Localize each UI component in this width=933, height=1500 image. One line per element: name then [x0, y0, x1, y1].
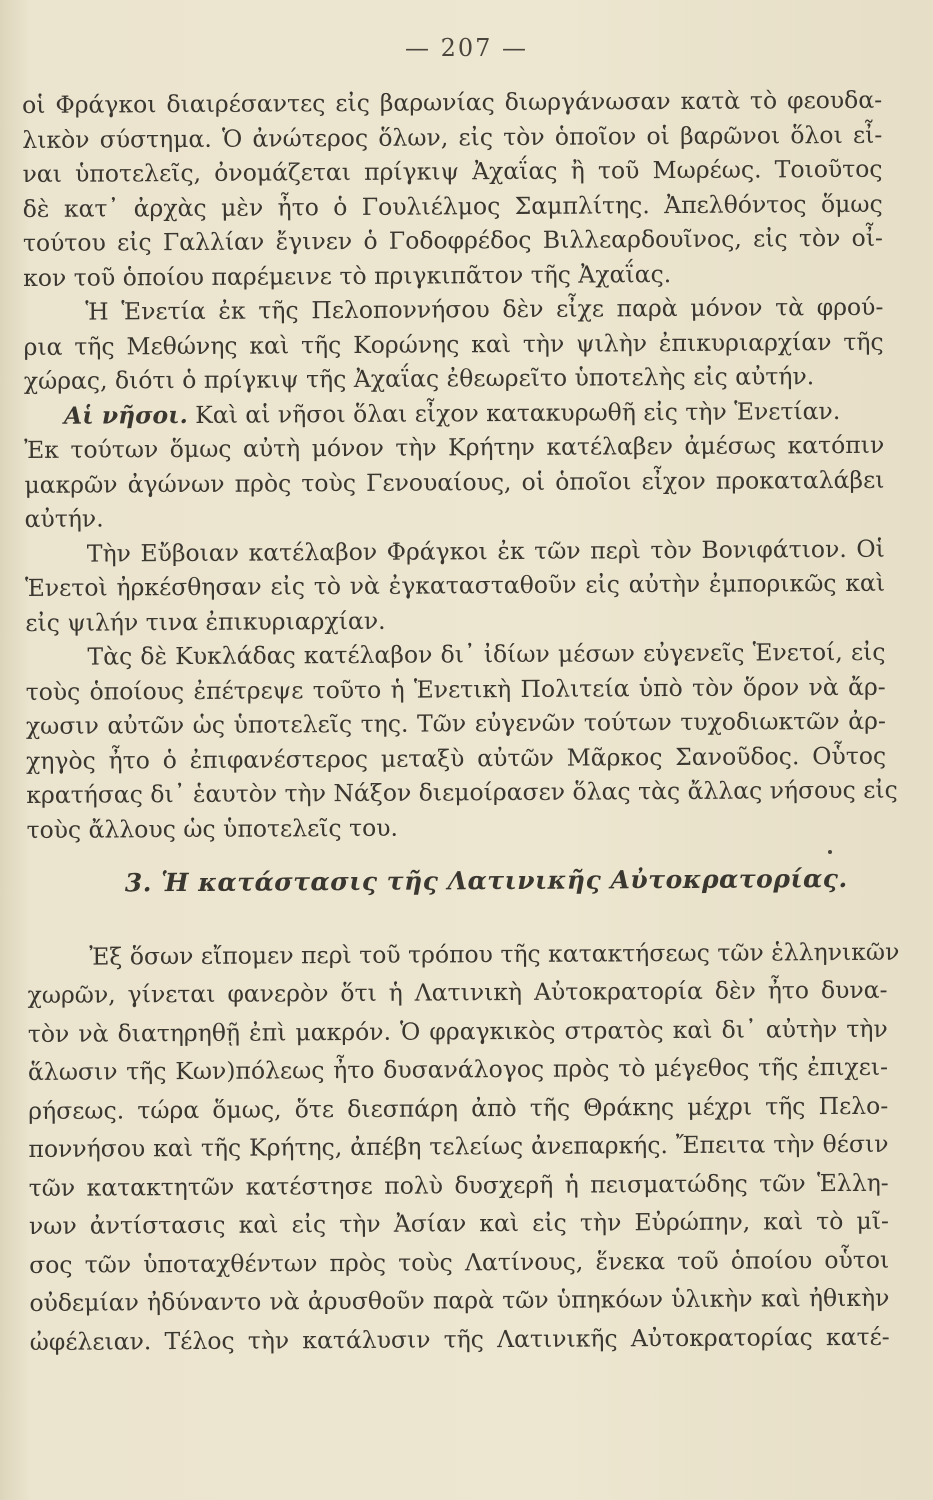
text-line: [24, 393, 884, 433]
text-line: Ἑνετοὶ ἠρκέσθησαν εἰς τὸ νὰ ἐγκατασταθοῦν εἰς αὐτὴν ἐμπορικῶς καὶ: [24, 568, 886, 602]
text-line: τῶν κατακτητῶν κατέστησε πολὺ δυσχερῆ ἡ πεισματώδης τῶν Ἑλλη-: [28, 1168, 889, 1202]
text-line: ὠφέλειαν. Τέλος τὴν κατάλυσιν τῆς Λατινικῆς Αὐτοκρατορίας κατέ-: [29, 1322, 890, 1356]
text-line: τούτου εἰς Γαλλίαν ἔγινεν ὁ Γοδοφρέδος Βιλλεαρδουῖνος, εἰς τὸν οἶ-: [22, 223, 884, 257]
text-line: Ἐκ τούτων ὅμως αὐτὴ μόνον τὴν Κρήτην κατέλαβεν ἀμέσως κατόπιν: [24, 430, 885, 464]
text-line: Τὴν Εὔβοιαν κατέλαβον Φράγκοι ἐκ τῶν περὶ τὸν Βονιφάτιον. Οἱ: [86, 534, 885, 568]
text-line: Τὰς δὲ Κυκλάδας κατέλαβον δι᾽ ἰδίων μέσων εὐγενεῖς Ἑνετοί, εἰς: [87, 637, 886, 671]
paragraph-lead-islands: Αἱ νῆσοι.: [63, 400, 188, 430]
text-line: οἱ Φράγκοι διαιρέσαντες εἰς βαρωνίας διωργάνωσαν κατὰ τὸ φεουδα-: [22, 85, 883, 119]
section-heading: 3. Ἡ κατάστασις τῆς Λατινικῆς Αὐτοκρατορίας.: [124, 863, 848, 898]
text-line: λικὸν σύστημα. Ὁ ἀνώτερος ὅλων, εἰς τὸν ὁποῖον οἱ βαρῶνοι ὅλοι εἶ-: [22, 120, 883, 154]
page-number: — 207 —: [404, 34, 529, 62]
paragraph-venice-peloponnese: [23, 290, 884, 399]
paragraph-feudal-system: [22, 83, 883, 295]
text-line: δὲ κατ᾽ ἀρχὰς μὲν ἦτο ὁ Γουλιέλμος Σαμπλίτης. Ἀπελθόντος ὅμως: [22, 189, 883, 223]
paragraph-cyclades: [25, 635, 898, 847]
text-line: εἰς ψιλήν τινα ἐπικυριαρχίαν.: [25, 606, 386, 637]
paragraph-islands: [24, 393, 885, 536]
text-line: κρατήσας δι᾽ ἑαυτὸν τὴν Νάξον διεμοίρασεν ὅλας τὰς ἄλλας νήσους εἰς: [26, 775, 898, 809]
text-line: ρήσεως. τώρα ὅμως, ὅτε διεσπάρη ἀπὸ τῆς Θράκης μέχρι τῆς Πελο-: [28, 1091, 889, 1125]
text-line: τὸν νὰ διατηρηθῇ ἐπὶ μακρόν. Ὁ φραγκικὸς στρατὸς καὶ δι᾽ αὐτὴν τὴν: [27, 1014, 888, 1048]
text-line: ποννήσου καὶ τῆς Κρήτης, ἀπέβη τελείως ἀνεπαρκής. Ἔπειτα τὴν θέσιν: [28, 1129, 889, 1163]
text-line: Ἐξ ὅσων εἴπομεν περὶ τοῦ τρόπου τῆς κατακτήσεως τῶν ἑλληνικῶν: [89, 937, 900, 971]
text-line: χωρῶν, γίνεται φανερὸν ὅτι ἡ Λατινικὴ Αὐτοκρατορία δὲν ἦτο δυνα-: [27, 975, 888, 1009]
text-line: αὐτήν.: [24, 504, 104, 533]
text-line: τοὺς ὁποίους ἐπέτρεψε τοῦτο ἡ Ἑνετικὴ Πολιτεία ὑπὸ τὸν ὅρον νὰ ἄρ-: [25, 672, 886, 706]
text-line: οὐδεμίαν ἠδύναντο νὰ ἀρυσθοῦν παρὰ τῶν ὑπηκόων ὑλικὴν καὶ ἠθικὴν: [29, 1283, 890, 1317]
text-line: ἅλωσιν τῆς Κων)πόλεως ἦτο δυσανάλογος πρὸς τὸ μέγεθος τῆς ἐπιχει-: [27, 1052, 889, 1086]
text-line: μακρῶν ἀγώνων πρὸς τοὺς Γενουαίους, οἱ ὁποῖοι εἶχον προκαταλάβει: [24, 465, 885, 499]
text-line: χωσιν αὐτῶν ὡς ὑποτελεῖς της. Τῶν εὐγενῶν τούτων τυχοδιωκτῶν ἀρ-: [25, 706, 886, 740]
text-line: τοὺς ἄλλους ὡς ὑποτελεῖς του.: [26, 813, 399, 844]
text-line: Ἡ Ἑνετία ἐκ τῆς Πελοποννήσου δὲν εἶχε παρὰ μόνον τὰ φρού-: [85, 292, 884, 326]
text-line: ρια τῆς Μεθώνης καὶ τῆς Κορώνης καὶ τὴν ψιλὴν ἐπικυριαρχίαν τῆς: [23, 327, 884, 361]
text-line: σος τῶν ὑποταχθέντων πρὸς τοὺς Λατίνους, ἕνεκα τοῦ ὁποίου οὗτοι: [29, 1245, 890, 1279]
text-line: χηγὸς ἦτο ὁ ἐπιφανέστερος μεταξὺ αὐτῶν Μᾶρκος Σανοῦδος. Οὗτος: [26, 741, 887, 775]
text-run: Καὶ αἱ νῆσοι ὅλαι εἶχον κατακυρωθῆ εἰς τὴν Ἑνετίαν.: [195, 396, 841, 429]
paragraph-euboea: [25, 531, 886, 640]
text-line: ναι ὑποτελεῖς, ὀνομάζεται πρίγκιψ Ἀχαΐας ἢ τοῦ Μωρέως. Τοιοῦτος: [22, 154, 883, 188]
paragraph-latin-empire-state: [27, 932, 900, 1361]
page-body: [22, 83, 900, 1361]
ink-speck: [828, 850, 832, 854]
text-line: κον τοῦ ὁποίου παρέμεινε τὸ πριγκιπᾶτον τῆς Ἀχαΐας.: [23, 259, 672, 292]
text-line: νων ἀντίστασις καὶ εἰς τὴν Ἀσίαν καὶ εἰς τὴν Εὐρώπην, καὶ τὸ μῖ-: [28, 1206, 890, 1240]
text-line: χώρας, διότι ὁ πρίγκιψ τῆς Ἀχαΐας ἐθεωρεῖτο ὑποτελὴς εἰς αὐτήν.: [23, 362, 815, 395]
